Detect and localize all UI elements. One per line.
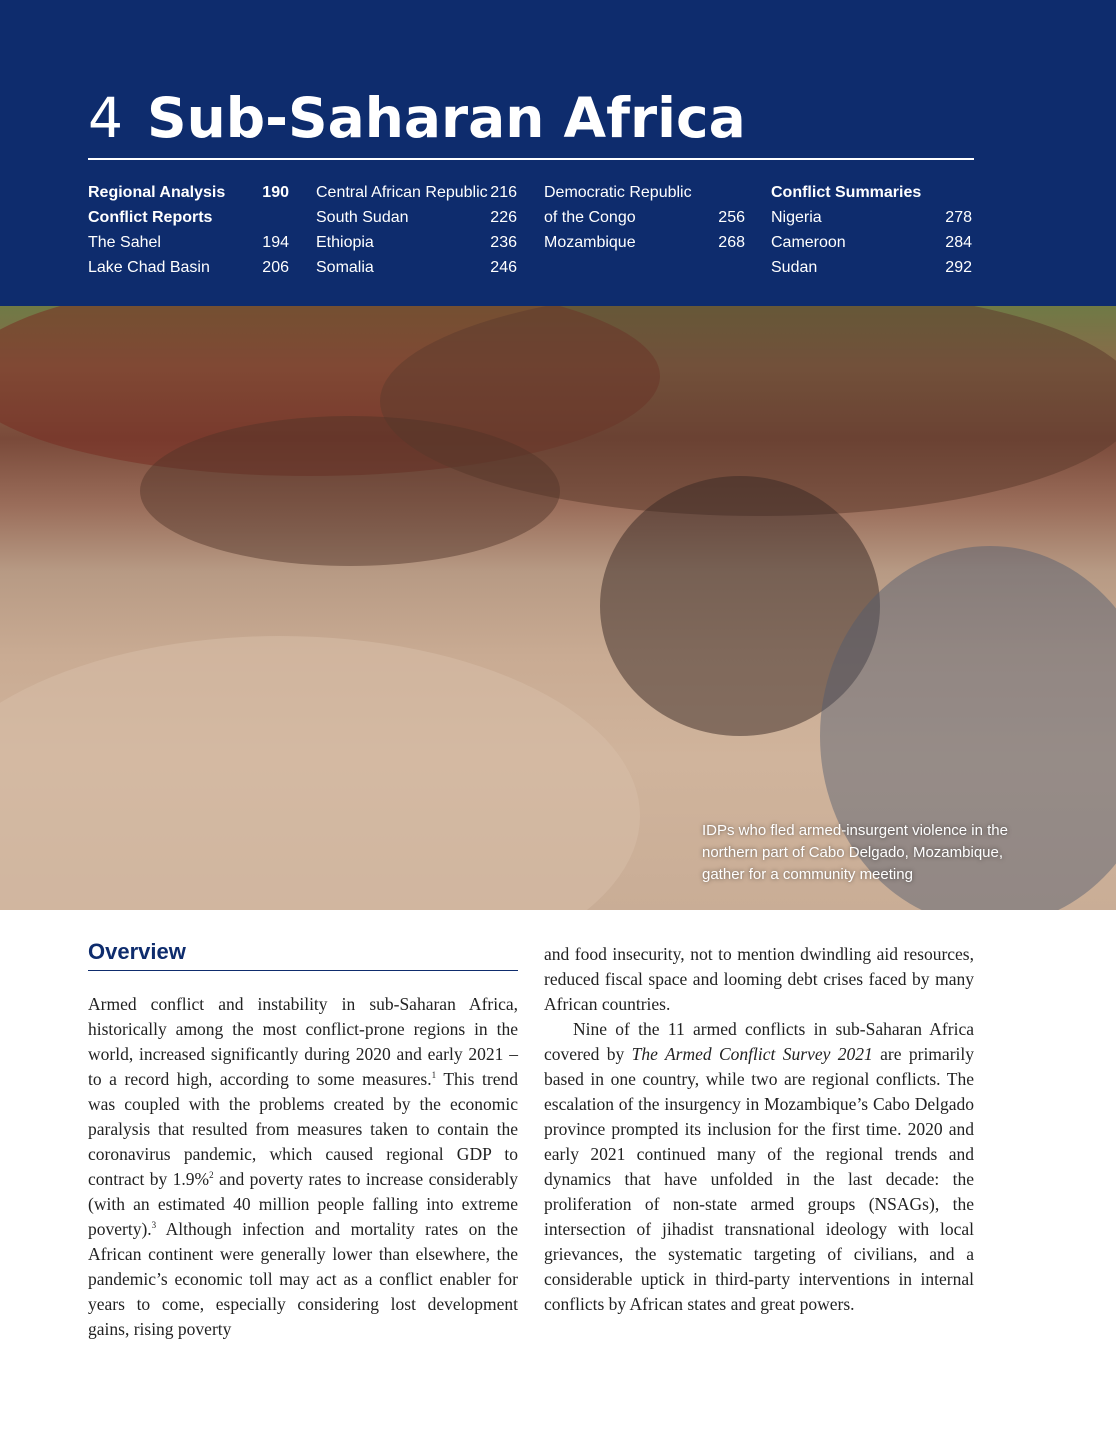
toc-entry[interactable]: Regional Analysis 190 xyxy=(88,184,289,201)
body-paragraph: and food insecurity, not to mention dwindling aid resources, reduced fiscal space and looming debt crises faced by many African countries. xyxy=(544,944,974,1014)
toc-entry[interactable]: Mozambique 268 xyxy=(544,234,745,251)
footnote-ref[interactable]: 2 xyxy=(209,1170,214,1181)
publication-title: The Armed Conflict Survey 2021 xyxy=(631,1044,873,1064)
chapter-title xyxy=(88,78,746,158)
toc-entry-line[interactable]: Democratic Republic xyxy=(544,184,692,201)
header-divider xyxy=(88,158,974,160)
toc-entry[interactable]: The Sahel 194 xyxy=(88,234,289,251)
photo-crowd-shape xyxy=(140,416,560,566)
toc-entry[interactable]: Sudan 292 xyxy=(771,259,972,276)
footnote-ref[interactable]: 1 xyxy=(431,1070,437,1081)
toc-section-heading: Conflict Reports xyxy=(88,209,213,226)
toc-entry[interactable]: Nigeria 278 xyxy=(771,209,972,226)
chapter-header xyxy=(0,0,1116,306)
feature-photo xyxy=(0,306,1116,910)
body-paragraph: Nine of the 11 armed conflicts in sub-Saharan Africa covered by The Armed Conflict Survey 2021 are primarily based in one country, while two are regional conflicts. The escalation of the insurgency in Mozambique’s Cabo Delgado province prompted its inclusion for the first time. 2020 and early 2021 continued many of the regional trends and dynamics that have unfolded in the last decade: the proliferation of non-state armed groups (NSAGs), the intersection of jihadist transnational ideology with local grievances, the systematic targeting of civilians, and a considerable uptick in third-party interventions in internal conflicts by African states and great powers. xyxy=(544,1019,974,1314)
photo-sand-shape xyxy=(0,636,640,910)
toc-column-2 xyxy=(316,180,517,280)
photo-caption: IDPs who fled armed-insurgent violence in the northern part of Cabo Delgado, Mozambique, gather for a community meeting xyxy=(702,822,1008,883)
toc-entry[interactable]: Central African Republic 216 xyxy=(316,184,517,201)
chapter-number: 4 xyxy=(88,86,123,150)
toc-column-3 xyxy=(544,180,745,255)
toc-entry[interactable]: Ethiopia 236 xyxy=(316,234,517,251)
toc-column-4 xyxy=(771,180,972,280)
overview-divider xyxy=(88,970,518,971)
body-column-left xyxy=(88,992,518,1342)
toc-entry[interactable]: Somalia 246 xyxy=(316,259,517,276)
toc-entry[interactable]: of the Congo 256 xyxy=(544,209,745,226)
toc-entry[interactable]: Cameroon 284 xyxy=(771,234,972,251)
body-column-right xyxy=(544,942,974,1317)
body-paragraph: Armed conflict and instability in sub-Saharan Africa, historically among the most conflict-prone regions in the world, increased significantly during 2020 and early 2021 – to a record high, according to some measures.$^1$ This trend was coupled with the problems created by the economic paralysis that resulted from measures taken to contain the coronavirus pandemic, which caused regional GDP to contract by 1.9%$^2$ and poverty rates to increase considerably (with an estimated 40 million people falling into extreme poverty).$^3$ Although infection and mortality rates on the African continent were generally lower than elsewhere, the pandemic’s economic toll may act as a conflict enabler for years to come, especially considering lost development gains, rising poverty xyxy=(88,994,518,1339)
toc-entry[interactable]: South Sudan 226 xyxy=(316,209,517,226)
footnote-ref[interactable]: 3 xyxy=(151,1220,157,1231)
toc-column-1 xyxy=(88,180,289,280)
chapter-title-text: Sub-Saharan Africa xyxy=(147,86,746,150)
toc-entry[interactable]: Lake Chad Basin 206 xyxy=(88,259,289,276)
overview-heading: Overview xyxy=(88,939,186,964)
toc-section-heading: Conflict Summaries xyxy=(771,184,922,201)
